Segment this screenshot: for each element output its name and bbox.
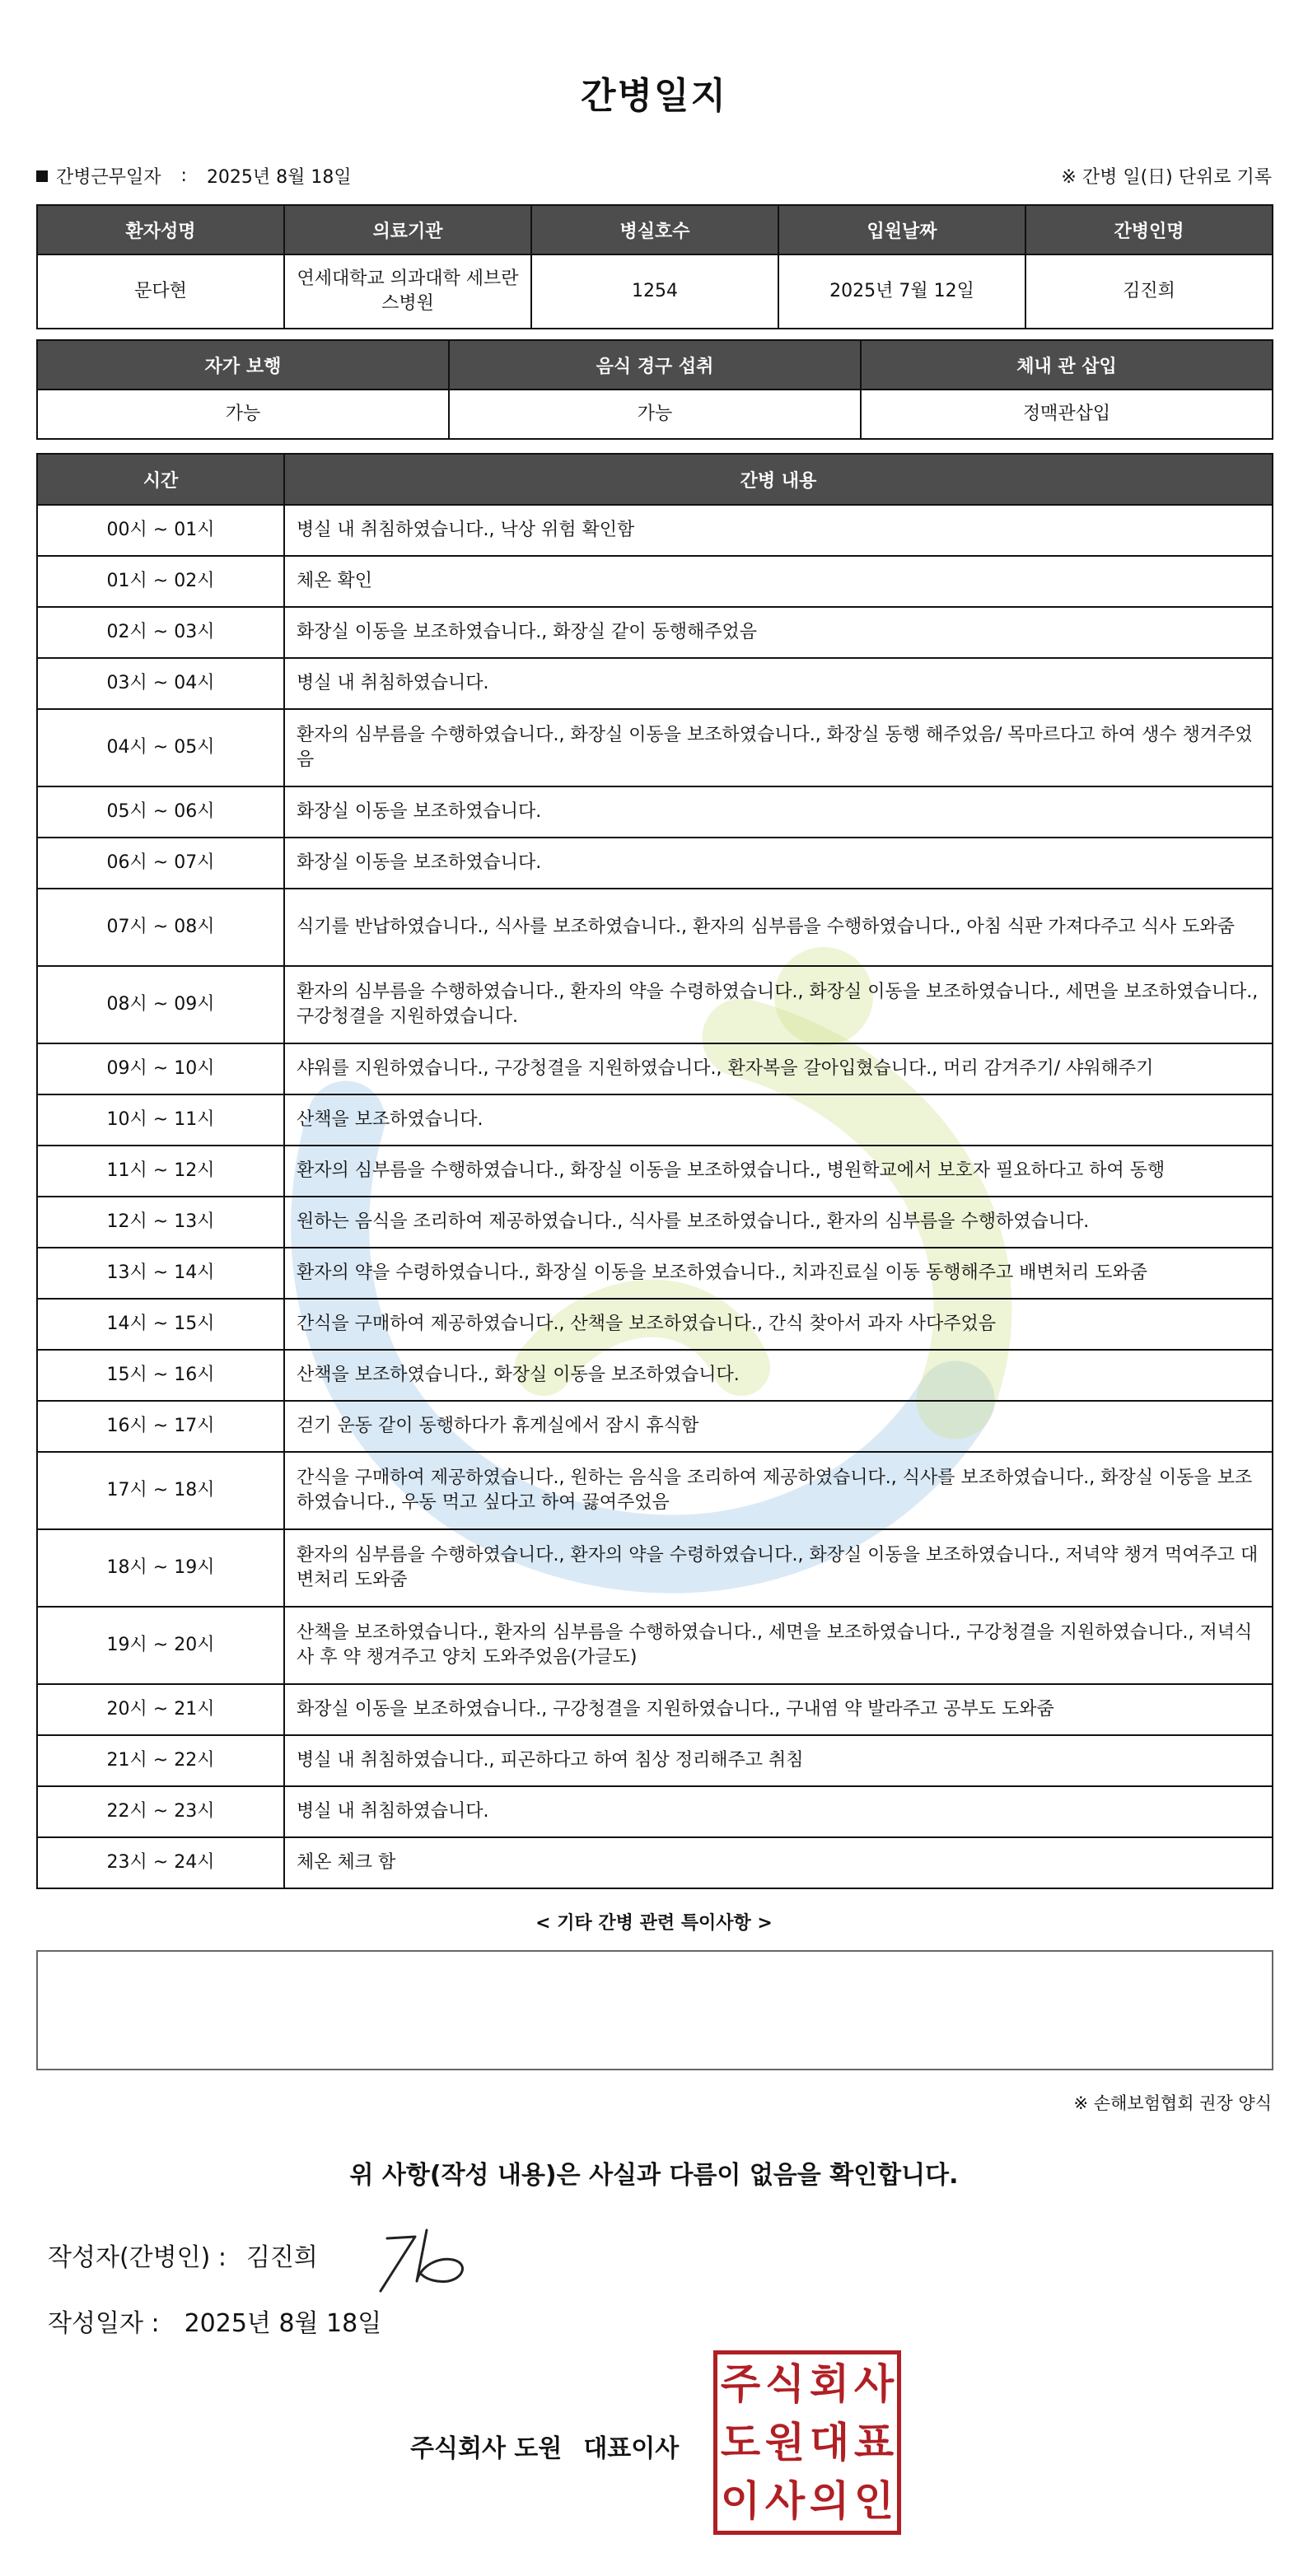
log-row [37, 1452, 1273, 1529]
seal-character: 이 [720, 2476, 761, 2525]
log-row [37, 1684, 1273, 1735]
log-time: 07시 ~ 08시 [37, 889, 284, 966]
log-time: 14시 ~ 15시 [37, 1299, 284, 1350]
log-content: 간식을 구매하여 제공하였습니다., 원하는 음식을 조리하여 제공하였습니다., 식사를 보조하였습니다., 화장실 이동을 보조하였습니다., 우동 먹고 싶다고 하여 끓여주었음 [284, 1452, 1273, 1529]
header-self-walking: 자가 보행 [37, 340, 449, 390]
log-row [37, 658, 1273, 709]
log-time: 03시 ~ 04시 [37, 658, 284, 709]
work-date-label: 간병근무일자 [56, 167, 161, 188]
log-content: 산책을 보조하였습니다., 환자의 심부름을 수행하였습니다., 세면을 보조하였습니다., 구강청결을 지원하였습니다., 저녁식사 후 약 챙겨주고 양치 도와주었음(가글도) [284, 1607, 1273, 1684]
work-date-separator: : [180, 166, 187, 186]
log-row [37, 1299, 1273, 1350]
log-content: 병실 내 취침하였습니다., 낙상 위험 확인함 [284, 505, 1273, 556]
log-content: 식기를 반납하였습니다., 식사를 보조하였습니다., 환자의 심부름을 수행하였습니다., 아침 식판 가져다주고 식사 도와줌 [284, 889, 1273, 966]
log-content: 화장실 이동을 보조하였습니다., 구강청결을 지원하였습니다., 구내염 약 발라주고 공부도 도와줌 [284, 1684, 1273, 1735]
work-date-line [36, 163, 352, 189]
log-row [37, 786, 1273, 838]
log-time: 23시 ~ 24시 [37, 1837, 284, 1888]
log-row [37, 889, 1273, 966]
log-content: 환자의 심부름을 수행하였습니다., 환자의 약을 수령하였습니다., 화장실 이동을 보조하였습니다., 세면을 보조하였습니다., 구강청결을 지원하였습니다. [284, 966, 1273, 1043]
seal-character: 인 [853, 2476, 895, 2525]
log-time: 17시 ~ 18시 [37, 1452, 284, 1529]
log-time: 00시 ~ 01시 [37, 505, 284, 556]
written-date-label: 작성일자 : [48, 2309, 160, 2338]
log-row [37, 1837, 1273, 1888]
status-value-row [37, 390, 1273, 439]
hospital-name: 연세대학교 의과대학 세브란스병원 [284, 254, 531, 329]
log-time: 01시 ~ 02시 [37, 556, 284, 607]
status-header-row [37, 340, 1273, 390]
author-line [48, 2237, 318, 2273]
header-oral-intake: 음식 경구 섭취 [449, 340, 861, 390]
header-patient-name: 환자성명 [37, 205, 284, 254]
log-time: 18시 ~ 19시 [37, 1529, 284, 1607]
log-content: 화장실 이동을 보조하였습니다., 화장실 같이 동행해주었음 [284, 607, 1273, 658]
seal-characters [718, 2355, 896, 2530]
header-care-content: 간병 내용 [284, 454, 1273, 505]
log-time: 11시 ~ 12시 [37, 1146, 284, 1197]
header-tube-insertion: 체내 관 삽입 [861, 340, 1273, 390]
log-row [37, 1197, 1273, 1248]
seal-character: 의 [809, 2476, 850, 2525]
patient-header-row [37, 205, 1273, 254]
caregiver-name: 김진희 [1025, 254, 1273, 329]
confirmation-statement: 위 사항(작성 내용)은 사실과 다름이 없음을 확인합니다. [349, 2161, 959, 2190]
log-content: 체온 확인 [284, 556, 1273, 607]
log-row [37, 505, 1273, 556]
log-time: 09시 ~ 10시 [37, 1043, 284, 1094]
patient-value-row [37, 254, 1273, 329]
notes-box [36, 1950, 1273, 2070]
log-content: 환자의 심부름을 수행하였습니다., 화장실 이동을 보조하였습니다., 화장실 동행 해주었음/ 목마르다고 하여 생수 챙겨주었음 [284, 709, 1273, 786]
form-recommendation-note: ※ 손해보험협회 권장 양식 [1073, 2093, 1272, 2113]
log-row [37, 1094, 1273, 1146]
written-date-line [48, 2303, 381, 2339]
seal-character: 식 [764, 2360, 806, 2409]
log-content: 환자의 약을 수령하였습니다., 화장실 이동을 보조하였습니다., 치과진료실 이동 동행해주고 배변처리 도와줌 [284, 1248, 1273, 1299]
author-label: 작성자(간병인) : [48, 2243, 227, 2272]
signature-mark [372, 2224, 488, 2298]
log-time: 02시 ~ 03시 [37, 607, 284, 658]
log-row [37, 1146, 1273, 1197]
log-row [37, 607, 1273, 658]
bullet-square-icon [36, 170, 48, 182]
seal-character: 표 [853, 2418, 895, 2466]
log-time: 19시 ~ 20시 [37, 1607, 284, 1684]
log-row [37, 1248, 1273, 1299]
log-time: 04시 ~ 05시 [37, 709, 284, 786]
log-content: 화장실 이동을 보조하였습니다. [284, 838, 1273, 889]
log-time: 10시 ~ 11시 [37, 1094, 284, 1146]
author-name: 김진희 [245, 2243, 318, 2272]
log-row [37, 556, 1273, 607]
log-content: 간식을 구매하여 제공하였습니다., 산책을 보조하였습니다., 간식 찾아서 과자 사다주었음 [284, 1299, 1273, 1350]
log-row [37, 838, 1273, 889]
log-row [37, 1401, 1273, 1452]
log-time: 20시 ~ 21시 [37, 1684, 284, 1735]
admission-date: 2025년 7월 12일 [778, 254, 1025, 329]
log-row [37, 1043, 1273, 1094]
seal-character: 사 [764, 2476, 806, 2525]
log-row [37, 1735, 1273, 1786]
log-row [37, 709, 1273, 786]
oral-intake-value: 가능 [449, 390, 861, 439]
log-row [37, 966, 1273, 1043]
header-admission-date: 입원날짜 [778, 205, 1025, 254]
header-hospital: 의료기관 [284, 205, 531, 254]
log-time: 15시 ~ 16시 [37, 1350, 284, 1401]
company-title: 대표이사 [583, 2434, 680, 2463]
log-time: 22시 ~ 23시 [37, 1786, 284, 1837]
seal-character: 사 [853, 2360, 895, 2409]
patient-info-table [36, 204, 1273, 329]
seal-character: 주 [720, 2360, 761, 2409]
log-content: 샤워를 지원하였습니다., 구강청결을 지원하였습니다., 환자복을 갈아입혔습니다., 머리 감겨주기/ 샤워해주기 [284, 1043, 1273, 1094]
page-title: 간병일지 [580, 75, 727, 117]
log-content: 병실 내 취침하였습니다. [284, 658, 1273, 709]
seal-character: 대 [809, 2418, 850, 2466]
log-time: 21시 ~ 22시 [37, 1735, 284, 1786]
patient-status-table [36, 339, 1273, 440]
care-log-table [36, 453, 1273, 1889]
log-time: 08시 ~ 09시 [37, 966, 284, 1043]
log-content: 병실 내 취침하였습니다., 피곤하다고 하여 침상 정리해주고 취침 [284, 1735, 1273, 1786]
patient-name: 문다현 [37, 254, 284, 329]
company-seal [713, 2350, 901, 2535]
log-content: 화장실 이동을 보조하였습니다. [284, 786, 1273, 838]
seal-character: 원 [764, 2418, 806, 2466]
log-time: 06시 ~ 07시 [37, 838, 284, 889]
notes-title: < 기타 간병 관련 특이사항 > [535, 1913, 773, 1934]
log-content: 산책을 보조하였습니다., 화장실 이동을 보조하였습니다. [284, 1350, 1273, 1401]
self-walking-value: 가능 [37, 390, 449, 439]
seal-character: 도 [720, 2418, 761, 2466]
header-caregiver-name: 간병인명 [1025, 205, 1273, 254]
log-content: 병실 내 취침하였습니다. [284, 1786, 1273, 1837]
log-header-row [37, 454, 1273, 505]
unit-note: ※ 간병 일(日) 단위로 기록 [1061, 167, 1272, 188]
log-row [37, 1350, 1273, 1401]
written-date-value: 2025년 8월 18일 [184, 2309, 382, 2338]
log-row [37, 1529, 1273, 1607]
work-date-value: 2025년 8월 18일 [206, 167, 352, 188]
seal-character: 회 [809, 2360, 850, 2409]
log-time: 12시 ~ 13시 [37, 1197, 284, 1248]
company-line [410, 2428, 679, 2464]
log-content: 산책을 보조하였습니다. [284, 1094, 1273, 1146]
log-row [37, 1607, 1273, 1684]
log-time: 05시 ~ 06시 [37, 786, 284, 838]
header-room-number: 병실호수 [531, 205, 778, 254]
log-content: 환자의 심부름을 수행하였습니다., 환자의 약을 수령하였습니다., 화장실 이동을 보조하였습니다., 저녁약 챙겨 먹여주고 대변처리 도와줌 [284, 1529, 1273, 1607]
log-content: 걷기 운동 같이 동행하다가 휴게실에서 잠시 휴식함 [284, 1401, 1273, 1452]
log-row [37, 1786, 1273, 1837]
log-time: 16시 ~ 17시 [37, 1401, 284, 1452]
company-name: 주식회사 도원 [410, 2434, 563, 2463]
log-content: 원하는 음식을 조리하여 제공하였습니다., 식사를 보조하였습니다., 환자의 심부름을 수행하였습니다. [284, 1197, 1273, 1248]
log-content: 환자의 심부름을 수행하였습니다., 화장실 이동을 보조하였습니다., 병원학교에서 보호자 필요하다고 하여 동행 [284, 1146, 1273, 1197]
room-number: 1254 [531, 254, 778, 329]
log-time: 13시 ~ 14시 [37, 1248, 284, 1299]
header-time: 시간 [37, 454, 284, 505]
tube-insertion-value: 정맥관삽입 [861, 390, 1273, 439]
log-content: 체온 체크 함 [284, 1837, 1273, 1888]
